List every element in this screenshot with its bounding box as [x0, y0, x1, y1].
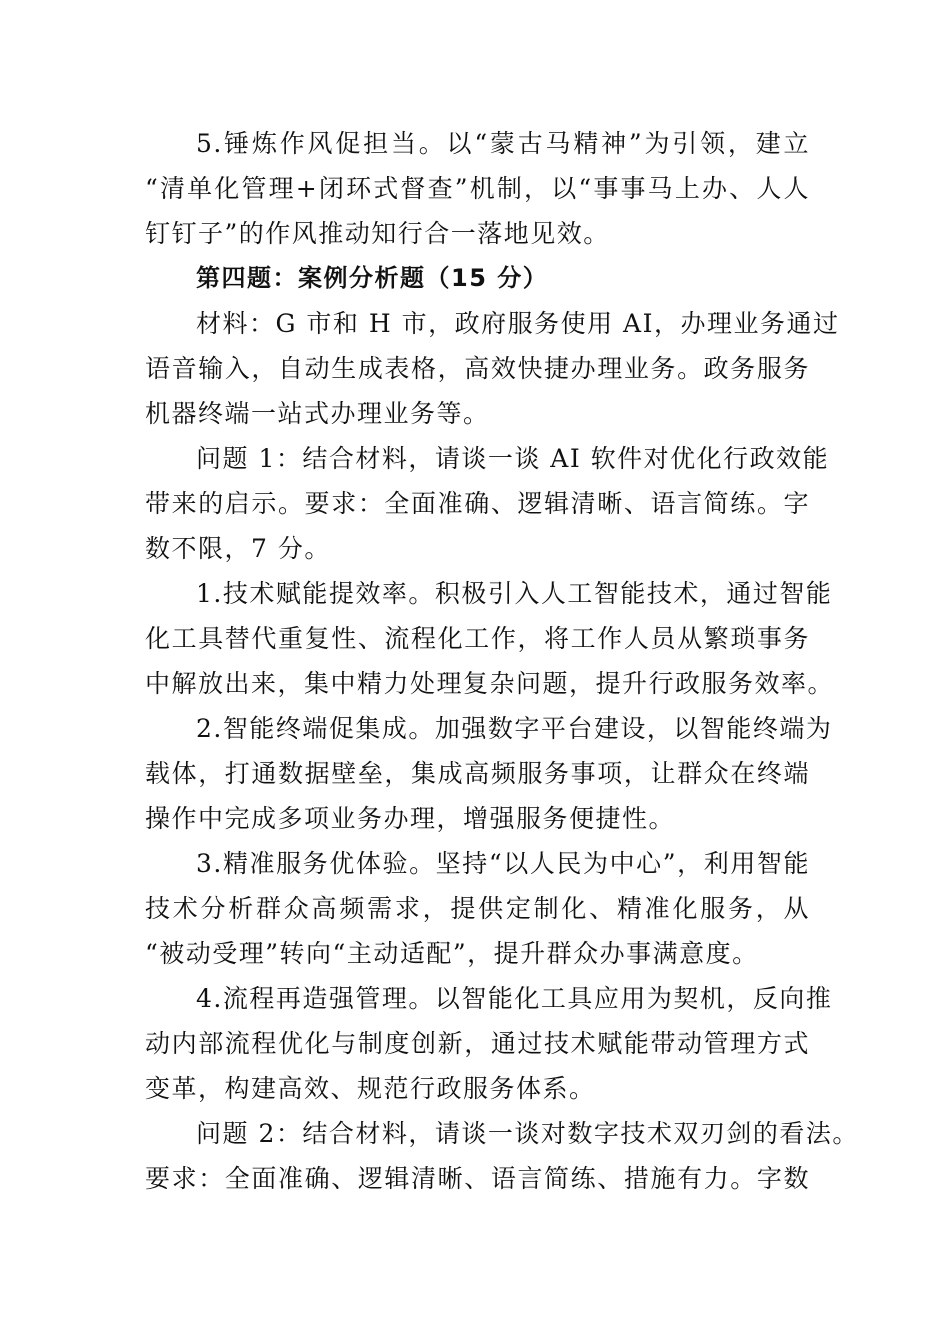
- answer-4-line-2: 动内部流程优化与制度创新，通过技术赋能带动管理方式: [145, 1029, 810, 1058]
- answer-2-line-3: 操作中完成多项业务办理，增强服务便捷性。: [145, 804, 676, 833]
- answer-1-line-3: 中解放出来，集中精力处理复杂问题，提升行政服务效率。: [145, 669, 835, 698]
- answer-4-line-1: 4.流程再造强管理。以智能化工具应用为契机，反向推: [196, 984, 833, 1013]
- answer-3-line-2: 技术分析群众高频需求，提供定制化、精准化服务，从: [145, 894, 810, 923]
- document-page: [145, 121, 859, 1201]
- question-1-line-2: 带来的启示。要求：全面准确、逻辑清晰、语言简练。字: [145, 489, 810, 518]
- answer-4-line-3: 变革，构建高效、规范行政服务体系。: [145, 1074, 596, 1103]
- material-line-1: 材料：G 市和 H 市，政府服务使用 AI，办理业务通过: [196, 309, 840, 338]
- material-line-2: 语音输入，自动生成表格，高效快捷办理业务。政务服务: [145, 354, 810, 383]
- material-line-3: 机器终端一站式办理业务等。: [145, 399, 490, 428]
- answer-3-line-1: 3.精准服务优体验。坚持“以人民为中心”，利用智能: [196, 849, 810, 878]
- answer-2-line-2: 载体，打通数据壁垒，集成高频服务事项，让群众在终端: [145, 759, 810, 788]
- answer-1-line-1: 1.技术赋能提效率。积极引入人工智能技术，通过智能: [196, 579, 833, 608]
- answer-2-line-1: 2.智能终端促集成。加强数字平台建设，以智能终端为: [196, 714, 833, 743]
- question-2-line-2: 要求：全面准确、逻辑清晰、语言简练、措施有力。字数: [145, 1164, 810, 1193]
- paragraph-5-line-2: “清单化管理+闭环式督查”机制，以“事事马上办、人人: [145, 174, 810, 203]
- paragraph-5-line-1: 5.锤炼作风促担当。以“蒙古马精神”为引领，建立: [196, 129, 810, 158]
- paragraph-5-line-3: 钉钉子”的作风推动知行合一落地见效。: [145, 219, 610, 248]
- question-1-line-3: 数不限，7 分。: [145, 534, 331, 563]
- section-heading: 第四题：案例分析题（15 分）: [196, 264, 549, 292]
- question-2-line-1: 问题 2：结合材料，请谈一谈对数字技术双刃剑的看法。: [196, 1119, 859, 1148]
- question-1-line-1: 问题 1：结合材料，请谈一谈 AI 软件对优化行政效能: [196, 444, 830, 473]
- answer-3-line-3: “被动受理”转向“主动适配”，提升群众办事满意度。: [145, 939, 759, 968]
- answer-1-line-2: 化工具替代重复性、流程化工作，将工作人员从繁琐事务: [145, 624, 810, 653]
